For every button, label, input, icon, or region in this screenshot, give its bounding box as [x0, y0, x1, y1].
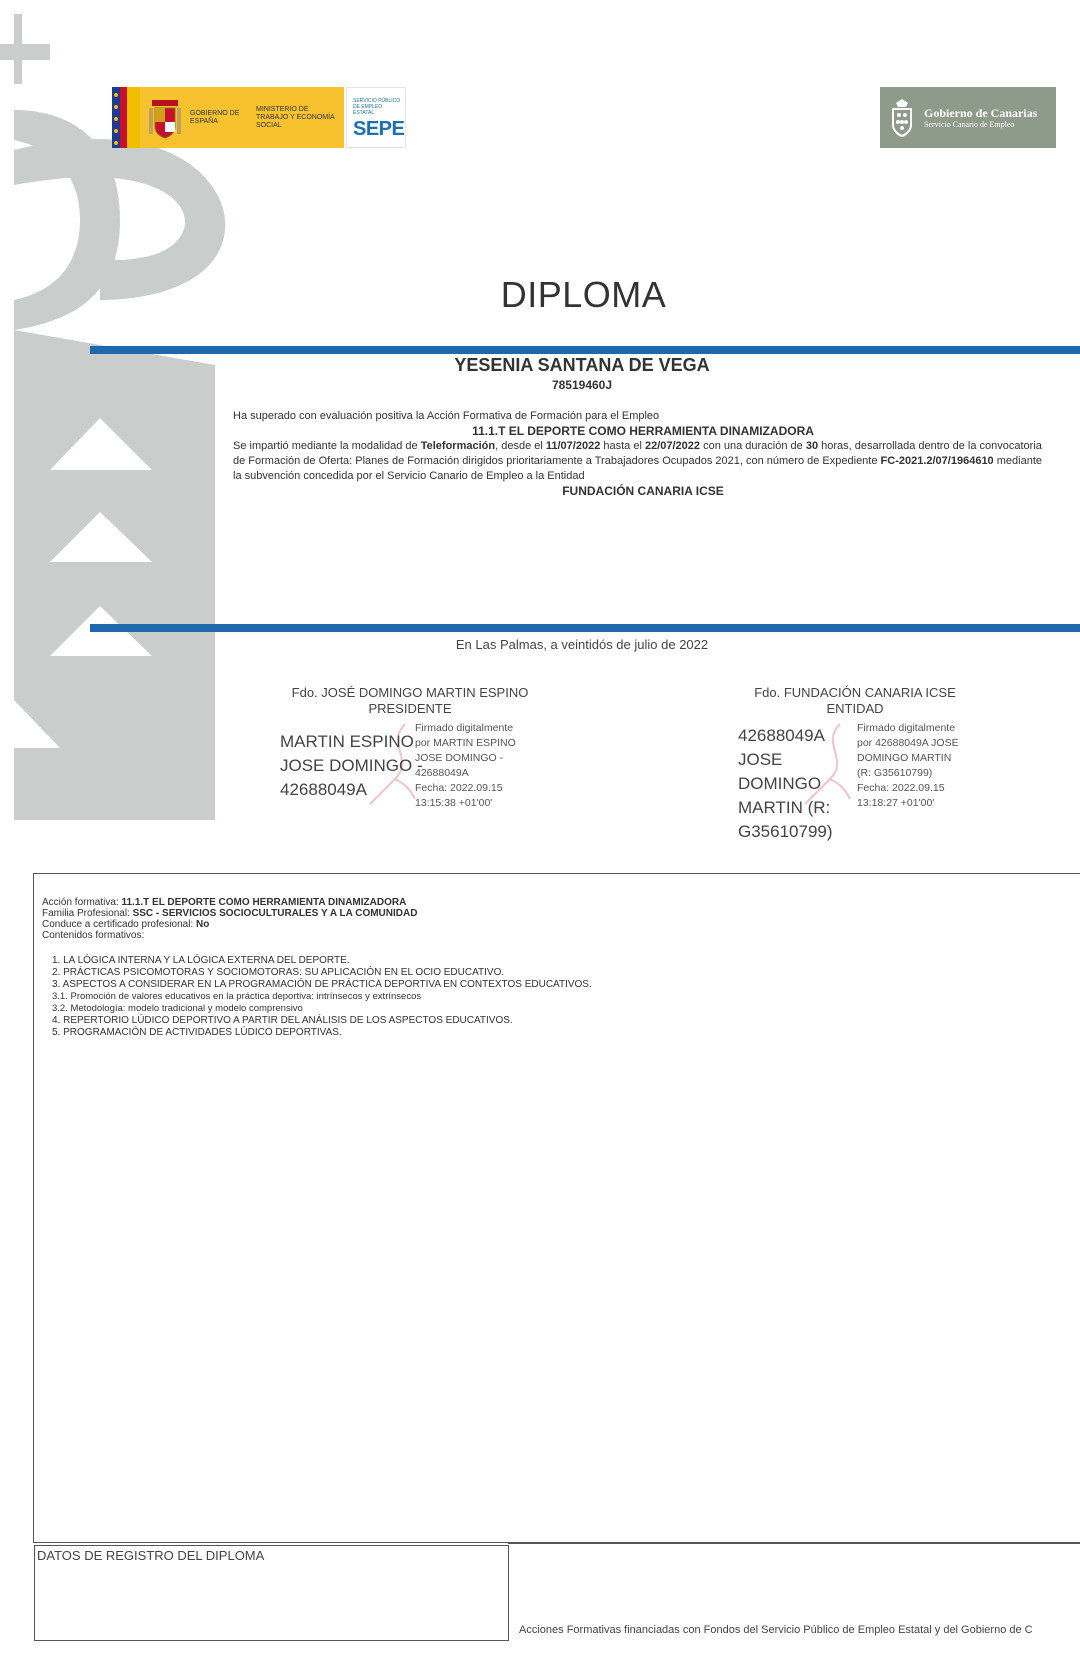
funding-footer: Acciones Formativas financiadas con Fondos del Servicio Público de Empleo Estatal y del Gobierno de C [519, 1624, 1033, 1636]
entity-signature-details: Firmado digitalmente por 42688049A JOSE DOMINGO MARTIN (R: G35610799) Fecha: 2022.09.15 13:18:27 +01'00' [857, 722, 959, 809]
familia-profesional: Familia Profesional: SSC - SERVICIOS SOCIOCULTURALES Y A LA COMUNIDAD [42, 908, 418, 919]
president-role: PRESIDENTE [368, 701, 452, 716]
intro-text: Ha superado con evaluación positiva la Acción Formativa de Formación para el Empleo [233, 410, 660, 422]
sepe-logo [346, 87, 406, 148]
diploma-title: DIPLOMA [500, 274, 667, 315]
spain-coat-of-arms-icon [148, 96, 182, 140]
president-signature-details: Firmado digitalmente por MARTIN ESPINO JOSE DOMINGO - 42688049A Fecha: 2022.09.15 13:15:38 +01'00' [415, 722, 516, 809]
bottom-divider [90, 624, 1080, 632]
list-item: 3. ASPECTOS A CONSIDERAR EN LA PROGRAMACIÓN DE PRÁCTICA DEPORTIVA EN CONTEXTOS EDUCATIVOS. [52, 979, 592, 990]
registro-label: DATOS DE REGISTRO DEL DIPLOMA [37, 1548, 265, 1563]
entity-role: ENTIDAD [826, 701, 884, 716]
list-item: 4. REPERTORIO LÚDICO DEPORTIVO A PARTIR DEL ANÁLISIS DE LOS ASPECTOS EDUCATIVOS. [52, 1015, 513, 1026]
recipient-name: YESENIA SANTANA DE VEGA [454, 355, 710, 375]
course-metadata [42, 897, 842, 941]
gobierno-label: GOBIERNO DE ESPAÑA [190, 109, 240, 125]
course-title: 11.1.T EL DEPORTE COMO HERRAMIENTA DINAMIZADORA [472, 424, 814, 438]
hours: 30 [805, 440, 819, 452]
start-date: 11/07/2022 [545, 440, 601, 452]
list-item: 2. PRÁCTICAS PSICOMOTORAS Y SOCIOMOTORAS: SU APLICACIÓN EN EL OCIO EDUCATIVO. [52, 967, 505, 978]
diploma-body [233, 409, 1053, 499]
gobierno-canarias-logo [880, 87, 1056, 148]
list-item: 3.2. Metodología: modelo tradicional y modelo comprensivo [52, 1003, 303, 1014]
gobierno-espana-logo [112, 87, 406, 148]
entity-signer: Fdo. FUNDACIÓN CANARIA ICSE [754, 685, 956, 700]
registro-box [34, 1545, 509, 1641]
canarias-crest-icon [890, 99, 914, 137]
footer-divider [508, 1543, 1080, 1544]
canarias-subtitle: Servicio Canario de Empleo [924, 119, 1015, 129]
eu-flag-icon [112, 87, 120, 148]
end-date: 22/07/2022 [644, 440, 701, 452]
entity-signature-name: 42688049A JOSE DOMINGO MARTIN (R: G35610799) [738, 726, 833, 841]
list-item: 5. PROGRAMACIÓN DE ACTIVIDADES LÚDICO DEPORTIVAS. [52, 1027, 342, 1038]
modality: Teleformación [420, 440, 496, 452]
president-signature [270, 685, 550, 815]
sepe-label: SEPE [353, 118, 405, 140]
contents-list [52, 955, 952, 1039]
recipient-dni: 78519460J [551, 378, 613, 392]
accion-formativa: Acción formativa: 11.1.T EL DEPORTE COMO HERRAMIENTA DINAMIZADORA [42, 897, 407, 908]
top-divider [90, 346, 1080, 354]
sepe-small-label: SERVICIO PÚBLICO DE EMPLEO ESTATAL [353, 98, 401, 116]
place-date: En Las Palmas, a veintidós de julio de 2022 [455, 637, 709, 652]
certificado-profesional: Conduce a certificado profesional: No [42, 919, 210, 930]
list-item: 1. LA LÓGICA INTERNA Y LA LÓGICA EXTERNA DEL DEPORTE. [52, 955, 350, 966]
president-signer: Fdo. JOSÉ DOMINGO MARTIN ESPINO [291, 685, 529, 700]
entity-signature [720, 685, 990, 841]
canarias-title: Gobierno de Canarias [924, 105, 1038, 120]
course-details: Se impartió mediante la modalidad de Teleformación, desde el 11/07/2022 hasta el 22/07/2022 con una duración de 30 horas, desarrollada dentro de la convocatoria de Formación de Oferta: Planes de Formación dirigidos prioritariamente a Trabajadores Ocupados 2021, con número de Expediente FC-2021.2/07/1964610 mediante la subvención concedida por el Servicio Canario de Empleo a la Entidad [233, 440, 1042, 482]
ministerio-label: MINISTERIO DE TRABAJO Y ECONOMÍA SOCIAL [256, 105, 335, 129]
expediente-number: FC-2021.2/07/1964610 [880, 455, 994, 467]
list-item: 3.1. Promoción de valores educativos en la práctica deportiva: intrínsecos y extrínsecos [52, 991, 422, 1002]
entity-name: FUNDACIÓN CANARIA ICSE [562, 484, 724, 498]
contenidos-label: Contenidos formativos: [42, 930, 145, 941]
spain-flag-icon [120, 87, 140, 148]
president-signature-name: MARTIN ESPINO JOSE DOMINGO - 42688049A [280, 732, 423, 799]
